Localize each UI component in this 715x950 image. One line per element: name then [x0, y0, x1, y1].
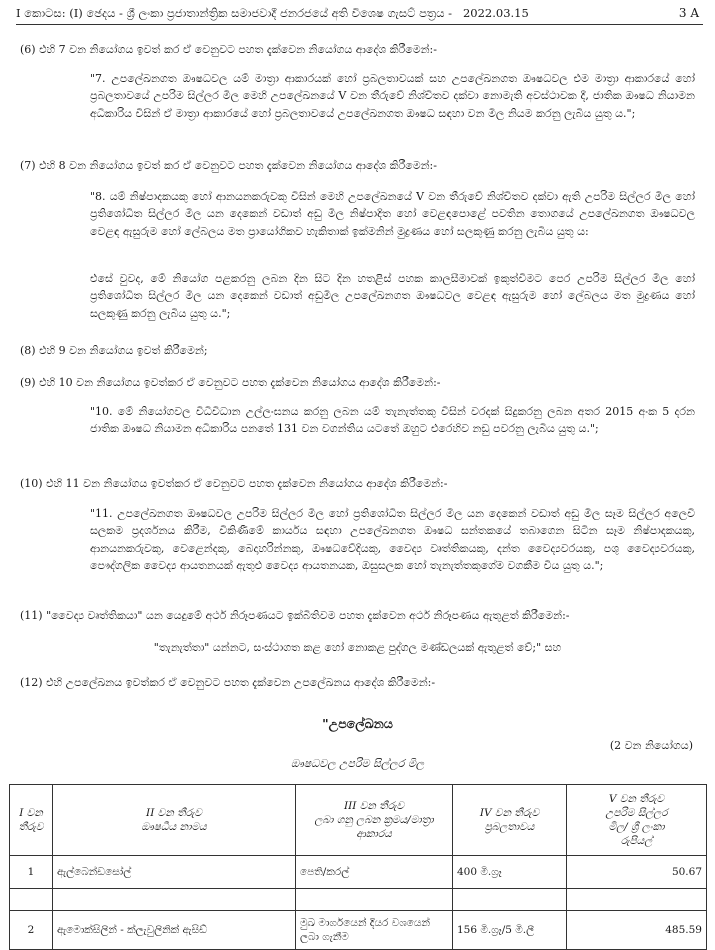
amendment-10: (10) එහි 11 වන නියෝගය ඉවත්කර ඒ වෙනුවට පහත දැක්වෙන නියෝගය ආදේශ කිරීමෙන්:-: [20, 477, 448, 490]
column-header-5-line-1: V වන තීරුව: [608, 793, 665, 805]
max-retail-price: 485.59: [567, 911, 707, 950]
person-definition: "තැනැත්තා" යන්නට, සංස්ථාගත කළ හෝ නොකළ පුද්ගල මණ්ඩලයක් ඇතුළත් වේ;" සහ: [153, 641, 562, 654]
row-number: 2: [10, 911, 53, 950]
regulation-8-proviso: එසේ වුවද, මේ නියෝග පළකරනු ලබන දින සිට දින හතළිස් පහක කාලසීමාවක් ඉකුත්වීමට පෙර උපරිම සිල්ලර මිල හෝ ප්‍රතිශෝධිත සිල්ලර මිල යන දෙකෙන් වඩාත් අඩුමිල උපලේඛනගත ඖෂධවල වෙළඳ ඇසුරුම හෝ ලේබලය මත මුද්‍රණය හෝ සලකුණු කරනු ලැබිය යුතු ය.";: [90, 272, 695, 320]
drug-name: ඇල්බෙන්ඩසෝල්: [53, 856, 296, 889]
column-header-2-line-1: II වන තීරුව: [146, 807, 202, 819]
amendment-8: (8) එහි 9 වන නියෝගය ඉවත් කිරීමෙන්;: [20, 344, 208, 357]
column-header-4: [453, 785, 567, 856]
column-header-5-line-2: උපරිම සිල්ලර: [605, 807, 668, 819]
regulation-11-text: "11. උපලේඛනගත ඖෂධවල උපරිම සිල්ලර මිල හෝ ප්‍රතිශෝධිත සිල්ලර මිල යන දෙකෙන් වඩාත් අඩු මිල සෑම සිල්ලර අලෙවි සලකම ප්‍රදර්ශනය කිරීම, විකිණීමේ කාර්යය සඳහා උපලේඛනගත ඖෂධ සන්තකයේ තබාගෙන සිටින සෑම නිෂ්පාදකයකු, ආනයනකරුවකු, වෙළෙන්දකු, බෙදාහරින්නකු, ඖෂධවේදියකු, වෛද්‍ය වෘත්තිකයකු, දන්ත වෛද්‍යවරයකු, පශු වෛද්‍යවරයකු, පෞද්ගලික වෛද්‍ය ආයතනයක් ඇතුළු වෛද්‍ය ආයතනයක, ඔසුසලක හෝ තැනැත්තකුගේම වගකීම විය යුතු ය.";: [90, 507, 695, 573]
column-header-1-line-1: I වන: [19, 807, 43, 819]
row-number: 1: [10, 856, 53, 889]
regulation-7-text: "7. උපලේඛනගත ඖෂධවල යම් මාත්‍රා ආකාරයක් හෝ ප්‍රබලතාවයක් සහ උපලේඛනගත ඖෂධවල එම මාත්‍රා ආකාරයේ හෝ ප්‍රබලතාවයේ උපරිම සිල්ලර මිල මෙහි උපලේඛනයේ V වන තීරුවේ නිශ්චිතව දක්වා නොමැති අවස්ථාවක දී, ජාතික ඖෂධ නියාමන අධිකාරිය විසින් ඒ මාත්‍රා ආකාරයේ හෝ ප්‍රබලතාවයේ උපලේඛනගත ඖෂධ සඳහා වන මිල නියම කරනු ලැබිය යුතු ය.";: [90, 72, 695, 120]
header-title-text: I කොටස: (I) ඡෙදය - ශ්‍රී ලංකා ප්‍රජාතාන්ත්‍රික සමාජවාදී ජනරජයේ අති විශෙෂ ගැසට් පත්‍රය -: [16, 6, 452, 20]
spacer-cell: [296, 889, 453, 911]
amendment-6: (6) එහි 7 වන නියෝගය ඉවත් කර ඒ වෙනුවට පහත දැක්වෙන නියෝගය ආදේශ කිරීමෙන්:-: [20, 43, 437, 56]
amendment-7: (7) එහි 8 වන නියෝගය ඉවත් කර ඒ වෙනුවට පහත දැක්වෙන නියෝගය ආදේශ කිරීමෙන්:-: [20, 159, 437, 172]
amendment-9: (9) එහි 10 වන නියෝගය ඉවත්කර ඒ වෙනුවට පහත දැක්වෙන නියෝගය ආදේශ කිරීමෙන්:-: [20, 376, 441, 389]
column-header-3-line-3: ආකාරය: [356, 828, 392, 840]
spacer-cell: [567, 889, 707, 911]
table-row: [10, 856, 707, 889]
table-header-row: [10, 785, 707, 856]
schedule-regulation-ref: (2 වන නියෝගය): [609, 739, 693, 752]
dosage-form: මුඛ මාර්ගයෙන් දියර වශයෙන් ලබා ගැනීම: [296, 911, 453, 950]
column-header-4-line-2: ප්‍රබලතාවය: [484, 821, 535, 833]
strength: 156 මි.ග්‍රෑ/5 මි.ලී: [453, 911, 567, 950]
strength: 400 මි.ග්‍රෑ: [453, 856, 567, 889]
price-schedule-table: [9, 784, 707, 950]
drug-name: ඇමොක්සිලින් - ක්ලැවුලිනික් ඇසිඩ්: [53, 911, 296, 950]
spacer-cell: [453, 889, 567, 911]
page-number: 3 A: [678, 6, 699, 20]
amendment-11: (11) "වෛද්‍ය වෘත්තිකයා" යන යෙදුමේ අර්ථ නිරූපණයට ඉක්බිතිවම පහත දැක්වෙන අර්ථ නිරූපණය ඇතුළත් කිරීමෙන්:-: [20, 609, 570, 622]
column-header-5-line-4: රුපියල්: [620, 835, 653, 847]
column-header-2: [53, 785, 296, 856]
regulation-8-text: "8. යම් නිෂ්පාදකයකු හෝ ආනයනකරුවකු විසින් මෙහි උපලේඛනයේ V වන තීරුවේ නිශ්චිතව දක්වා ඇති උපරිම සිල්ලර මිල හෝ ප්‍රතිශෝධිත සිල්ලර මිල යන දෙකෙන් වඩාත් අඩු මිල නිෂ්පාදිත හෝ වෙළඳපොළේ පවතින තොගයේ උපලේඛනගත ඖෂධවල වෙළඳ ඇසුරුම හෝ ලේබලය මත ප්‍රායෝගිකව හැකිතාක් ඉක්මනින් මුද්‍රණය හෝ සලකුණු කරනු ලැබිය යුතු ය:: [90, 190, 695, 238]
page-header: [16, 4, 703, 25]
max-retail-price: 50.67: [567, 856, 707, 889]
column-header-5: [567, 785, 707, 856]
header-date: 2022.03.15: [462, 6, 529, 20]
schedule-subtitle: ඖෂධවල උපරිම සිල්ලර මිල: [290, 757, 425, 770]
column-header-1: [10, 785, 53, 856]
amendment-12: (12) එහි උපලේඛනය ඉවත්කර ඒ වෙනුවට පහත දැක්වෙන උපලේඛනය ආදේශ කිරීමෙන්:-: [20, 676, 436, 689]
column-header-5-line-3: මිල/ ශ්‍රී ලංකා: [608, 821, 665, 833]
table-spacer-row: [10, 889, 707, 911]
spacer-cell: [10, 889, 53, 911]
column-header-4-line-1: IV වන තීරුව: [479, 807, 540, 819]
column-header-2-line-2: ඖෂධීය නාමය: [141, 821, 207, 833]
column-header-1-line-2: තීරුව: [18, 821, 44, 833]
regulation-10-text: "10. මේ නියෝගවල විධිවිධාන උල්ලංඝනය කරනු ලබන යම් තැනැත්තකු විසින් වරදක් සිදුකරනු ලබන අතර 2015 අංක 5 දරන ජාතික ඖෂධ නියාමන අධිකාරිය පනතේ 131 වන වගන්තිය යටතේ ඔහුට එරෙහිව නඩු පවරනු ලැබිය යුතු ය.";: [90, 405, 695, 436]
column-header-3-line-2: ලබා ගනු ලබන ක්‍රමය/මාත්‍රා: [314, 814, 434, 826]
header-title: [16, 4, 529, 22]
spacer-cell: [53, 889, 296, 911]
dosage-form: පෙති/කරල්: [296, 856, 453, 889]
column-header-3-line-1: III වන තීරුව: [343, 800, 405, 812]
table-row: [10, 911, 707, 950]
column-header-3: [296, 785, 453, 856]
schedule-title: "උපලේඛනය: [322, 716, 393, 731]
